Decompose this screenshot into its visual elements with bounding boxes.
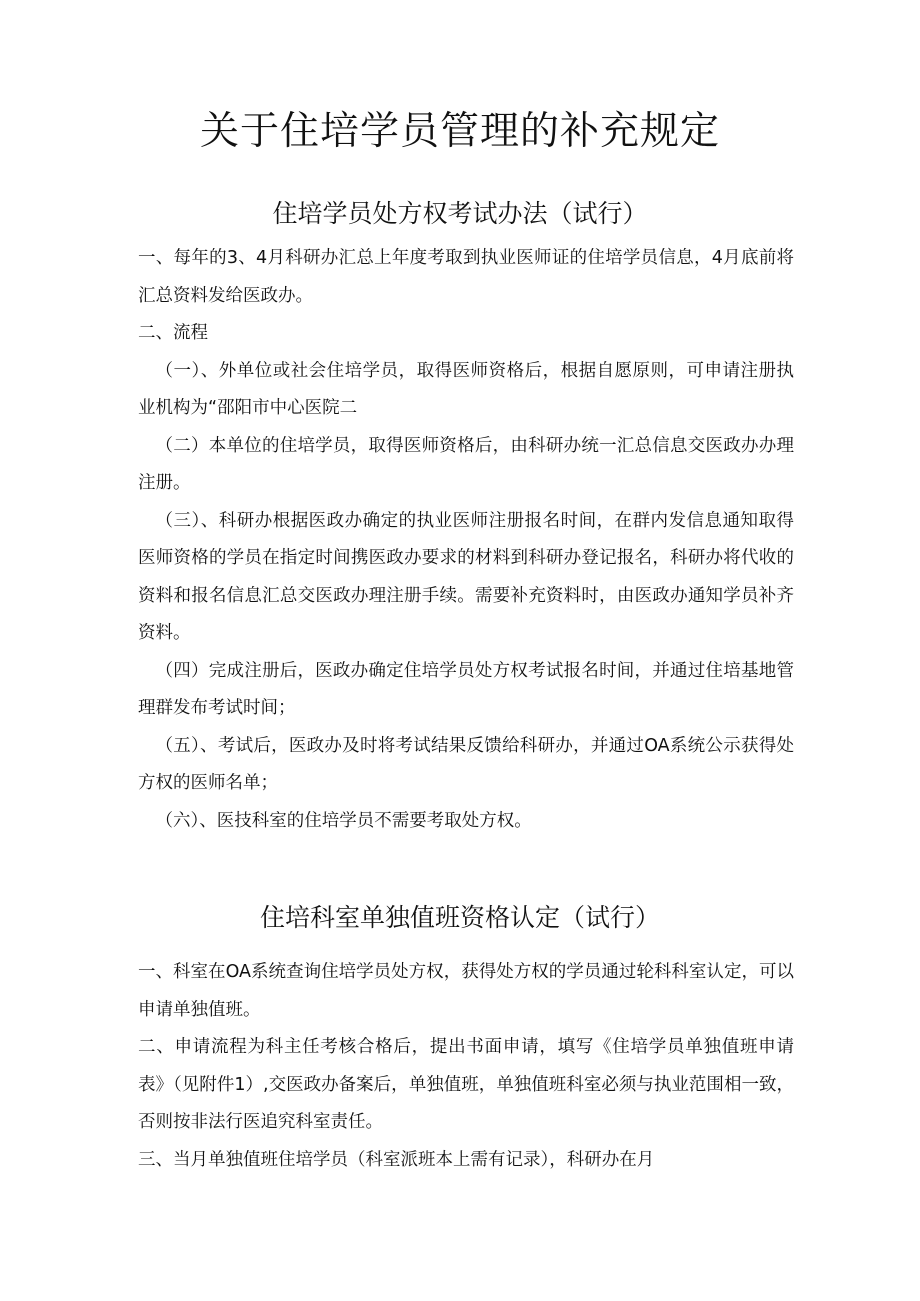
paragraph: （四）完成注册后，医政办确定住培学员处方权考试报名时间，并通过住培基地管理群发布考试时间； (138, 660, 794, 718)
paragraph: 三、当月单独值班住培学员（科室派班本上需有记录），科研办在月 (138, 1149, 655, 1170)
section-heading-prescription-exam: 住培学员处方权考试办法（试行） (272, 199, 648, 228)
paragraph: 一、科室在OA系统查询住培学员处方权，获得处方权的学员通过轮科科室认定，可以申请单独值班。 (138, 962, 794, 1020)
paragraph: （一）、外单位或社会住培学员，取得医师资格后，根据自愿原则，可申请注册执业机构为“邵阳市中心医院二 (138, 360, 794, 418)
section-body-prescription-exam (138, 240, 794, 840)
paragraph: 二、申请流程为科主任考核合格后，提出书面申请，填写《住培学员单独值班申请表》（见附件1）,交医政办备案后，单独值班，单独值班科室必须与执业范围相一致，否则按非法行医追究科室责任。 (138, 1037, 794, 1132)
paragraph: （三）、科研办根据医政办确定的执业医师注册报名时间，在群内发信息通知取得医师资格的学员在指定时间携医政办要求的材料到科研办登记报名，科研办将代收的资料和报名信息汇总交医政办理注册手续。需要补充资料时，由医政办通知学员补齐资料。 (138, 510, 794, 643)
paragraph: 二、流程 (138, 323, 208, 343)
section-body-solo-duty (138, 954, 794, 1179)
document-title: 关于住培学员管理的补充规定 (199, 109, 720, 154)
section-heading-solo-duty: 住培科室单独值班资格认定（试行） (259, 903, 660, 932)
paragraph: 一、每年的3、4月科研办汇总上年度考取到执业医师证的住培学员信息，4月底前将汇总资料发给医政办。 (138, 248, 794, 306)
paragraph: （五）、考试后，医政办及时将考试结果反馈给科研办，并通过OA系统公示获得处方权的医师名单； (138, 735, 794, 793)
paragraph: （六）、医技科室的住培学员不需要考取处方权。 (155, 810, 532, 831)
paragraph: （二）本单位的住培学员，取得医师资格后，由科研办统一汇总信息交医政办办理注册。 (138, 435, 794, 493)
